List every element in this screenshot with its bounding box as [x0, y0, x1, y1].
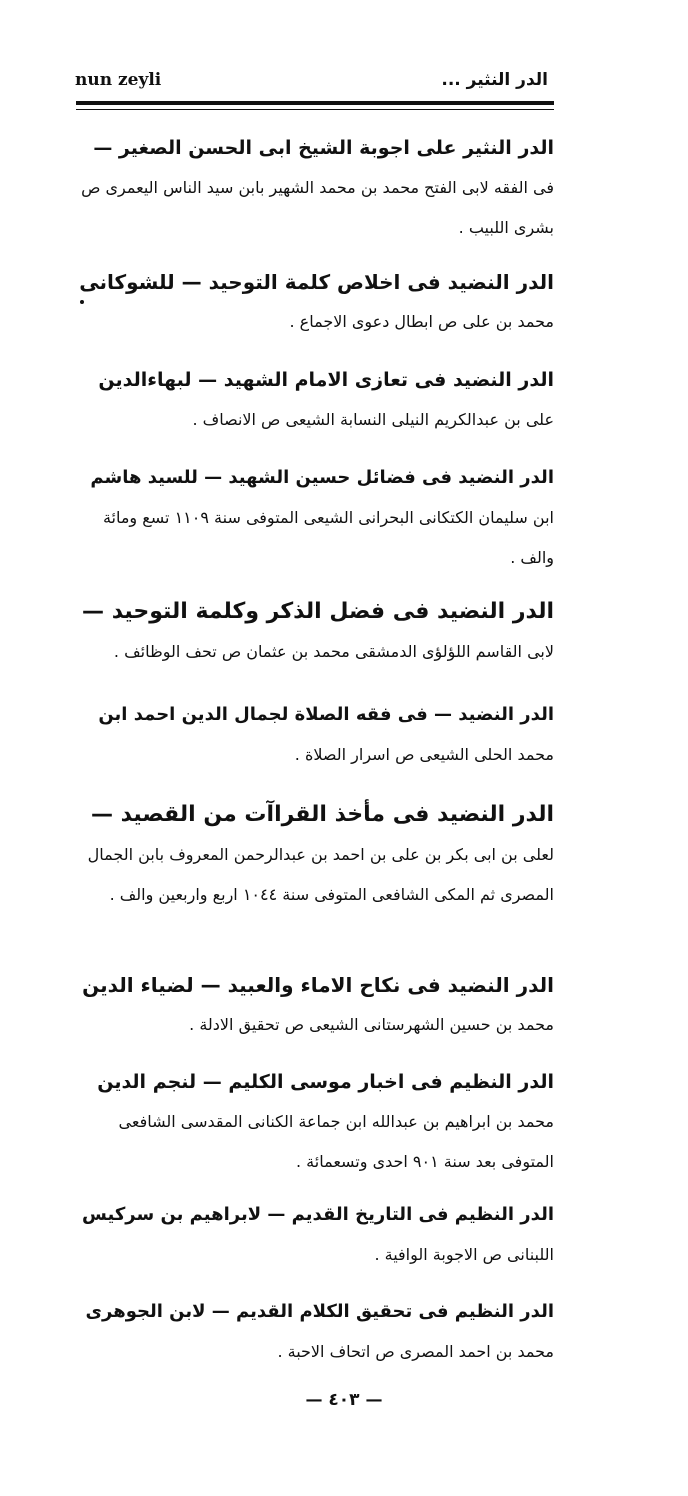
entry-title: الدر النظيم فى اخبار موسى الكليم — لنجم الدين [97, 1071, 554, 1093]
running-header-right: الدر النثير ... [441, 70, 548, 90]
entry-title: الدر النضيد فى اخلاص كلمة التوحيد — للشوكانى [79, 270, 554, 294]
entry-title: الدر النضيد فى نكاح الاماء والعبيد — لضياء الدين [82, 973, 554, 997]
entry [76, 1062, 554, 1182]
entry-description: فى الفقه لابى الفتح محمد بن محمد الشهير بابن سيد الناس اليعمرى ص بشرى اللبيب . [81, 178, 554, 237]
entry [76, 695, 554, 775]
header-rule-thick [76, 101, 554, 105]
entry-title: الدر النضيد — فى فقه الصلاة لجمال الدين احمد ابن [98, 704, 554, 725]
entry-description: على بن عبدالكريم النيلى النسابة الشيعى ص الانصاف . [192, 410, 554, 429]
entry-description: محمد الحلى الشيعى ص اسرار الصلاة . [294, 745, 554, 764]
entry-title: الدر النضيد فى مأخذ القراآت من القصيد — [91, 802, 554, 827]
entry [76, 458, 554, 578]
entry-description: اللبنانى ص الاجوبة الوافية . [374, 1245, 554, 1264]
entry-description: لعلى بن ابى بكر بن على بن احمد بن عبدالرحمن المعروف بابن الجمال المصرى ثم المكى الشافعى المتوفى سنة ١٠٤٤ اربع واربعين والف . [87, 845, 554, 904]
entry-description: محمد بن حسين الشهرستانى الشيعى ص تحقيق الادلة . [189, 1015, 554, 1034]
entry-title: الدر النظيم فى التاريخ القديم — لابراهيم بن سركيس [82, 1204, 554, 1225]
page-number: — ٤٠٣ — [305, 1390, 383, 1410]
entry-title: الدر النضيد فى تعازى الامام الشهيد — لبهاءالدين [98, 369, 554, 391]
entry-description: محمد بن على ص ابطال دعوى الاجماع . [289, 312, 554, 331]
entry-description: ابن سليمان الكتكانى البحرانى الشيعى المتوفى سنة ١١٠٩ تسع ومائة والف . [102, 508, 554, 567]
entry-title: الدر النثير على اجوبة الشيخ ابى الحسن الصغير — [93, 137, 554, 159]
entry-description: محمد بن ابراهيم بن عبدالله ابن جماعة الكنانى المقدسى الشافعى المتوفى بعد سنة ٩٠١ احدى وتسعمائة . [118, 1112, 554, 1171]
entry-description: لابى القاسم اللؤلؤى الدمشقى محمد بن عثمان ص تحف الوظائف . [113, 642, 554, 661]
entry-description: محمد بن احمد المصرى ص اتحاف الاحبة . [277, 1342, 554, 1361]
entry-title: الدر النظيم فى تحقيق الكلام القديم — لابن الجوهرى [85, 1301, 554, 1322]
entry-title: الدر النضيد فى فضائل حسين الشهيد — للسيد هاشم [90, 467, 554, 488]
entry [76, 1292, 554, 1372]
entry [76, 128, 554, 248]
entry [76, 795, 554, 915]
entry [76, 262, 554, 342]
entry [76, 592, 554, 672]
entry [76, 965, 554, 1045]
entry-title: الدر النضيد فى فضل الذكر وكلمة التوحيد — [82, 599, 554, 624]
running-header-left: nun zeyli [75, 70, 162, 90]
entry [76, 1195, 554, 1275]
entry [76, 360, 554, 440]
header-rule-thin [76, 109, 554, 110]
